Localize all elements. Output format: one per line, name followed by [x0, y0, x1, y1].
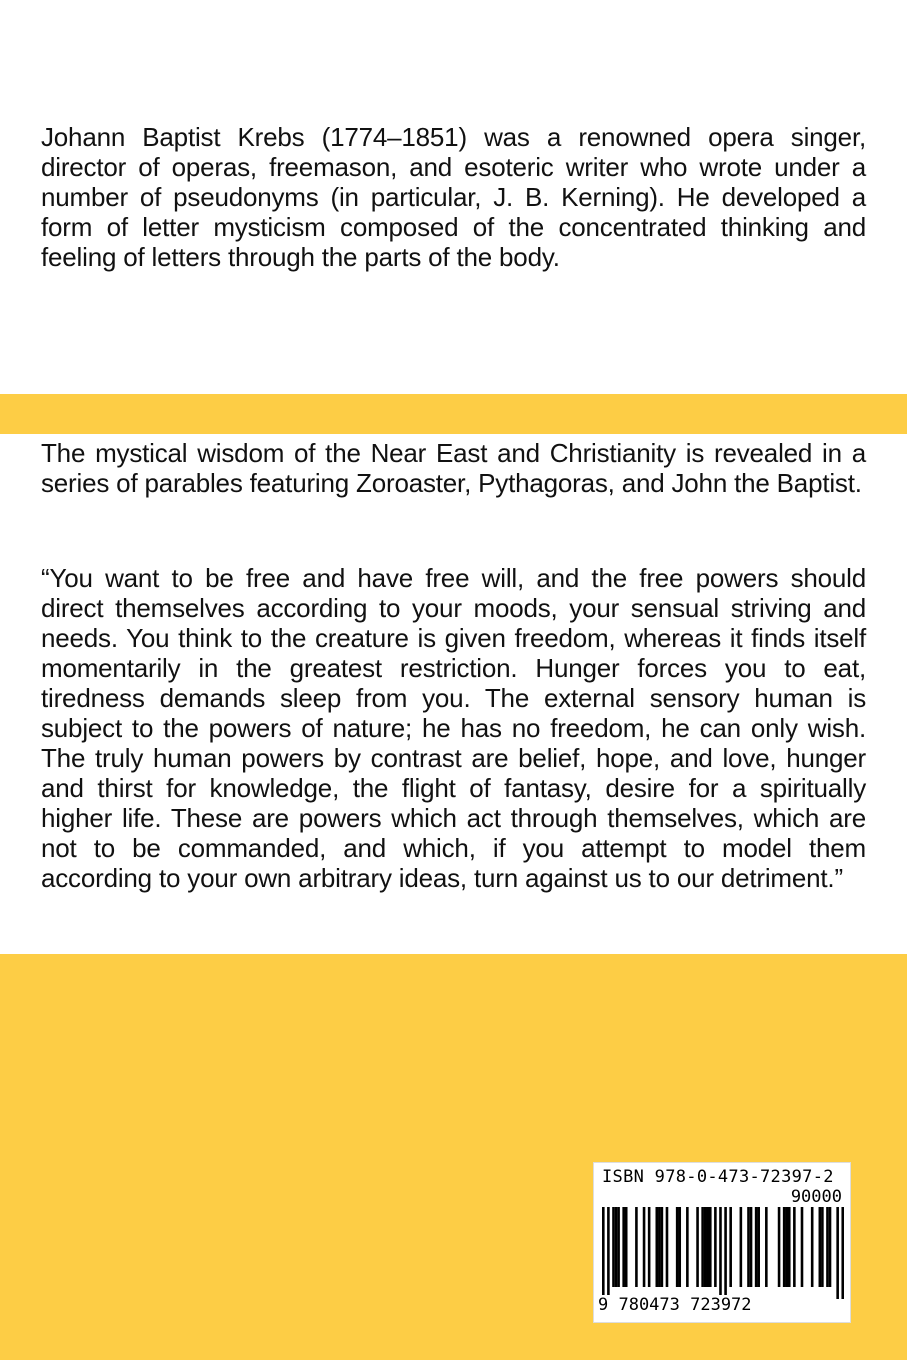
barcode-bar [765, 1207, 768, 1287]
price-code: 90000 [790, 1187, 842, 1207]
barcode-bar [750, 1207, 753, 1287]
barcode-bar [704, 1207, 707, 1287]
barcode-bar [821, 1207, 824, 1287]
barcode-bar [676, 1207, 679, 1287]
barcode-bar [658, 1207, 661, 1287]
barcode-bar [678, 1207, 681, 1287]
barcode-bar [747, 1207, 750, 1287]
barcode-bar [701, 1207, 704, 1287]
barcode-bar [729, 1207, 732, 1287]
barcode-bar [696, 1207, 699, 1287]
barcode-bar [801, 1207, 804, 1287]
barcode-bar [778, 1207, 781, 1287]
barcode-bar [625, 1207, 628, 1287]
barcode-bar [635, 1207, 638, 1287]
isbn-label: ISBN 978-0-473-72397-2 [602, 1167, 834, 1187]
barcode-bar [826, 1207, 829, 1287]
barcode-bar [602, 1207, 605, 1299]
barcode-bar [819, 1207, 822, 1287]
yellow-divider-stripe [0, 394, 907, 434]
barcode-bar [655, 1207, 658, 1287]
barcode-bars [602, 1207, 844, 1299]
barcode-bar [709, 1207, 712, 1287]
barcode-bar [686, 1207, 689, 1287]
barcode-bar [719, 1207, 722, 1299]
barcode-bar [612, 1207, 615, 1287]
barcode-bar [666, 1207, 669, 1287]
barcode-bar [607, 1207, 610, 1299]
barcode-bar [811, 1207, 814, 1287]
barcode-bar [783, 1207, 786, 1287]
barcode-bar [788, 1207, 791, 1287]
barcode-bar [643, 1207, 646, 1287]
barcode-bar [740, 1207, 743, 1287]
ean-digits: 9 780473 723972 [598, 1295, 755, 1315]
author-bio: Johann Baptist Krebs (1774–1851) was a renowned opera singer, director of operas, freemason, and esoteric writer who wrote under a number of pseudonyms (in particular, J. B. Kerning). He developed a form of letter mysticism composed of the concentrated thinking and feeling of letters through the parts of the body. [41, 122, 866, 272]
barcode-bar [841, 1207, 844, 1299]
book-summary: The mystical wisdom of the Near East and Christianity is revealed in a series of parables featuring Zoroaster, Pythagoras, and John the Baptist. [41, 438, 866, 498]
barcode-bar [617, 1207, 620, 1287]
barcode-bar [724, 1207, 727, 1299]
barcode-bar [648, 1207, 651, 1287]
barcode-bar [829, 1207, 832, 1287]
barcode-bar [793, 1207, 796, 1287]
barcode-bar [757, 1207, 760, 1287]
barcode-bar [615, 1207, 618, 1287]
barcode-bar [622, 1207, 625, 1287]
book-quote: “You want to be free and have free will, and the free powers should direct themselves according to your moods, your sensual striving and needs. You think to the creature is given freedom, whereas it finds itself momentarily in the greatest restriction. Hunger forces you to eat, tiredness demands sleep from you. The external sensory human is subject to the powers of nature; he has no freedom, he can only wish. The truly human powers by contrast are belief, hope, and love, hunger and thirst for knowledge, the flight of fantasy, desire for a spiritually higher life. These are powers which act through themselves, which are not to be commanded, and which, if you attempt to model them according to your own arbitrary ideas, turn against us to our detriment.” [41, 563, 866, 893]
barcode-bar [755, 1207, 758, 1287]
barcode-bar [706, 1207, 709, 1287]
barcode-bar [661, 1207, 664, 1287]
barcode-bar [836, 1207, 839, 1299]
barcode-bar [785, 1207, 788, 1287]
barcode-bar [714, 1207, 717, 1287]
isbn-barcode [593, 1162, 851, 1323]
